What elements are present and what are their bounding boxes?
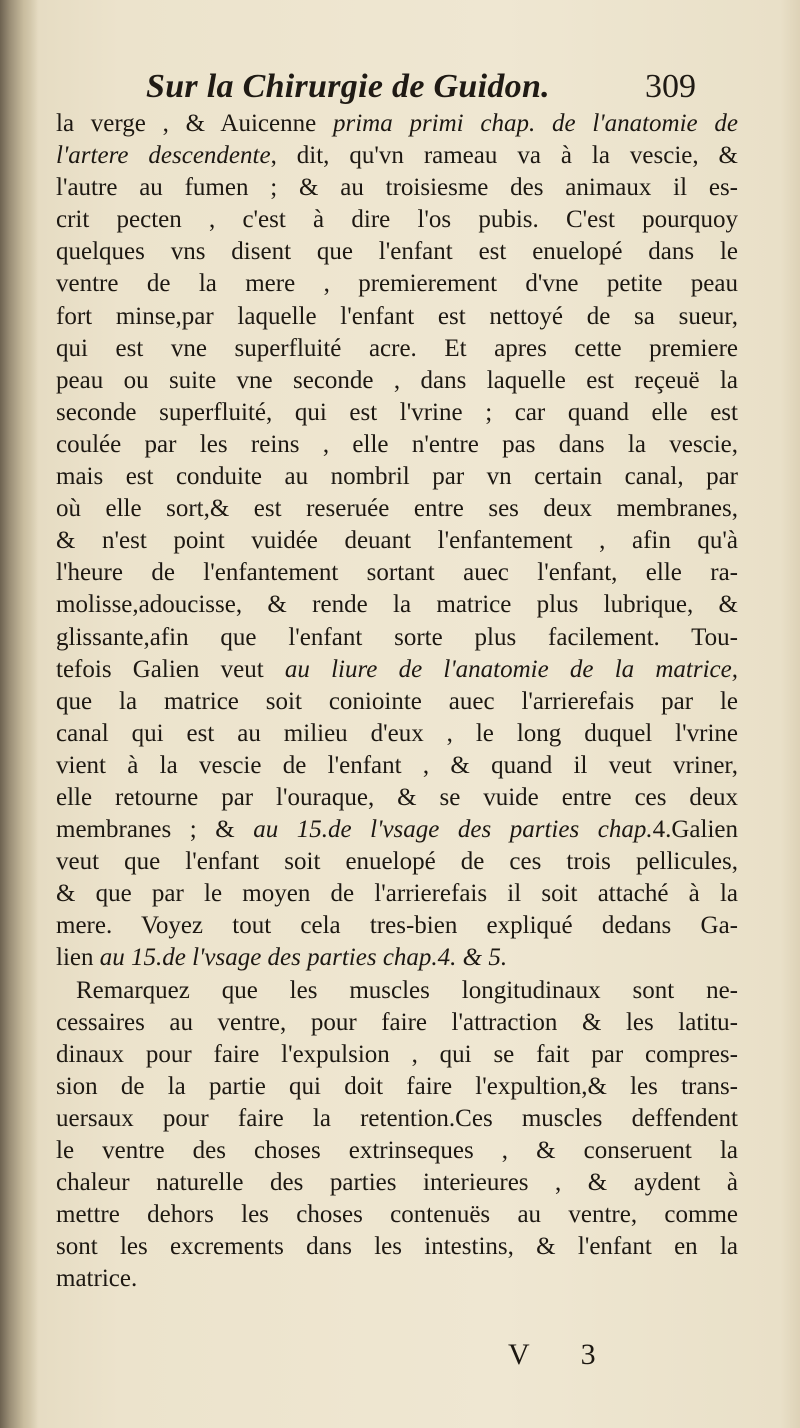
text-line	[56, 878, 738, 910]
text-run: canal qui est au milieu d'eux , le long duquel l'vrine	[56, 719, 738, 747]
text-line	[56, 365, 738, 397]
text-run: cessaires au ventre, pour faire l'attraction & les latitu-	[56, 1008, 738, 1036]
text-run: dinaux pour faire l'expulsion , qui se fait par compres-	[56, 1040, 738, 1068]
italic-citation: prima primi chap. de l'anatomie de	[332, 110, 738, 137]
text-line	[56, 333, 738, 365]
text-run: 4.Galien	[652, 816, 738, 844]
text-line	[56, 814, 738, 846]
text-line	[56, 1231, 738, 1263]
text-run: peau ou suite vne seconde , dans laquelle est reçeuë la	[56, 366, 738, 394]
text-run: la verge , & Auicenne	[56, 110, 333, 137]
text-run: quelques vns disent que l'enfant est enuelopé dans le	[56, 238, 738, 266]
text-run: mere. Voyez tout cela tres-bien expliqué dedans Ga-	[56, 912, 738, 940]
text-line	[56, 846, 738, 878]
italic-citation: au liure de l'anatomie de la matrice,	[284, 655, 738, 683]
text-run: vient à la vescie de l'enfant , & quand il veut vriner,	[56, 751, 738, 779]
italic-citation: au 15.de l'vsage des parties chap.4. & 5.	[99, 944, 508, 972]
text-line	[56, 140, 738, 172]
text-line	[56, 108, 738, 140]
text-run: membranes ; &	[56, 816, 254, 844]
text-run: seconde superfluité, qui est l'vrine ; car quand elle est	[56, 398, 738, 426]
text-line	[56, 493, 738, 525]
text-run: sont les excrements dans les intestins, & l'enfant en la	[56, 1233, 738, 1261]
text-line	[56, 782, 738, 814]
page-number: 309	[645, 68, 696, 105]
text-line	[56, 461, 738, 493]
text-run: qui est vne superfluité acre. Et apres cette premiere	[56, 334, 738, 362]
text-line	[56, 1199, 738, 1231]
text-line	[56, 750, 738, 782]
text-run: fort minse,par laquelle l'enfant est nettoyé de sa sueur,	[56, 302, 738, 330]
text-run: où elle sort,& est reseruée entre ses deux membranes,	[56, 495, 738, 523]
body-text	[56, 108, 738, 1295]
text-line	[56, 1135, 738, 1167]
text-run: le ventre des choses extrinseques , & conseruent la	[56, 1137, 738, 1164]
text-run: veut que l'enfant soit enuelopé de ces trois pellicules,	[56, 848, 738, 876]
text-line	[56, 1167, 738, 1199]
text-line	[56, 172, 738, 204]
running-title: Sur la Chirurgie de Guidon.	[146, 68, 550, 105]
text-line	[56, 204, 738, 236]
text-line	[56, 1263, 738, 1295]
text-line	[56, 1039, 738, 1071]
text-line	[56, 910, 738, 942]
text-run: mais est conduite au nombril par vn certain canal, par	[56, 463, 738, 491]
text-line	[56, 525, 738, 557]
text-line	[56, 622, 738, 654]
page-header	[140, 62, 700, 112]
text-line	[56, 1007, 738, 1039]
page-gutter-shadow	[0, 0, 38, 1428]
text-run: crit pecten , c'est à dire l'os pubis. C'est pourquoy	[56, 206, 738, 234]
text-run: molisse,adoucisse, & rende la matrice plus lubrique, &	[56, 591, 738, 619]
text-run: que la matrice soit coniointe auec l'arrierefais par le	[56, 687, 738, 715]
signature-mark: V 3	[508, 1338, 618, 1371]
text-line	[56, 268, 738, 300]
italic-citation: au 15.de l'vsage des parties chap.	[253, 816, 653, 844]
text-run: chaleur naturelle des parties interieures , & aydent à	[56, 1169, 738, 1197]
text-run: Remarquez que les muscles longitudinaux sont ne-	[76, 976, 738, 1004]
text-line	[56, 654, 738, 686]
text-run: ventre de la mere , premierement d'vne petite peau	[56, 270, 738, 298]
text-line	[56, 301, 738, 333]
text-run: & n'est point vuidée deuant l'enfantement , afin qu'à	[56, 527, 738, 555]
text-line	[56, 975, 738, 1007]
text-run: uersaux pour faire la retention.Ces muscles deffendent	[56, 1104, 738, 1132]
text-line	[56, 236, 738, 268]
text-run: mettre dehors les choses contenuës au ventre, comme	[56, 1201, 738, 1229]
text-run: glissante,afin que l'enfant sorte plus facilement. Tou-	[56, 623, 738, 651]
text-run: l'heure de l'enfantement sortant auec l'enfant, elle ra-	[56, 559, 738, 587]
text-run: coulée par les reins , elle n'entre pas dans la vescie,	[56, 430, 738, 458]
text-line	[56, 589, 738, 621]
text-run: lien	[56, 944, 100, 972]
text-line	[56, 686, 738, 718]
text-line	[56, 1071, 738, 1103]
text-line	[56, 557, 738, 589]
text-line	[56, 429, 738, 461]
text-line	[56, 942, 738, 974]
text-run: & que par le moyen de l'arrierefais il soit attaché à la	[56, 880, 738, 908]
text-run: l'autre au fumen ; & au troisiesme des animaux il es-	[56, 174, 738, 202]
text-line	[56, 718, 738, 750]
text-run: sion de la partie qui doit faire l'expultion,& les trans-	[56, 1072, 738, 1100]
italic-citation: l'artere descendente	[56, 142, 271, 170]
text-line	[56, 397, 738, 429]
text-line	[56, 1103, 738, 1135]
text-run: matrice.	[56, 1265, 138, 1293]
text-run: tefois Galien veut	[56, 655, 285, 683]
text-run: elle retourne par l'ouraque, & se vuide entre ces deux	[56, 783, 738, 811]
text-run: , dit, qu'vn rameau va à la vescie, &	[270, 142, 738, 170]
